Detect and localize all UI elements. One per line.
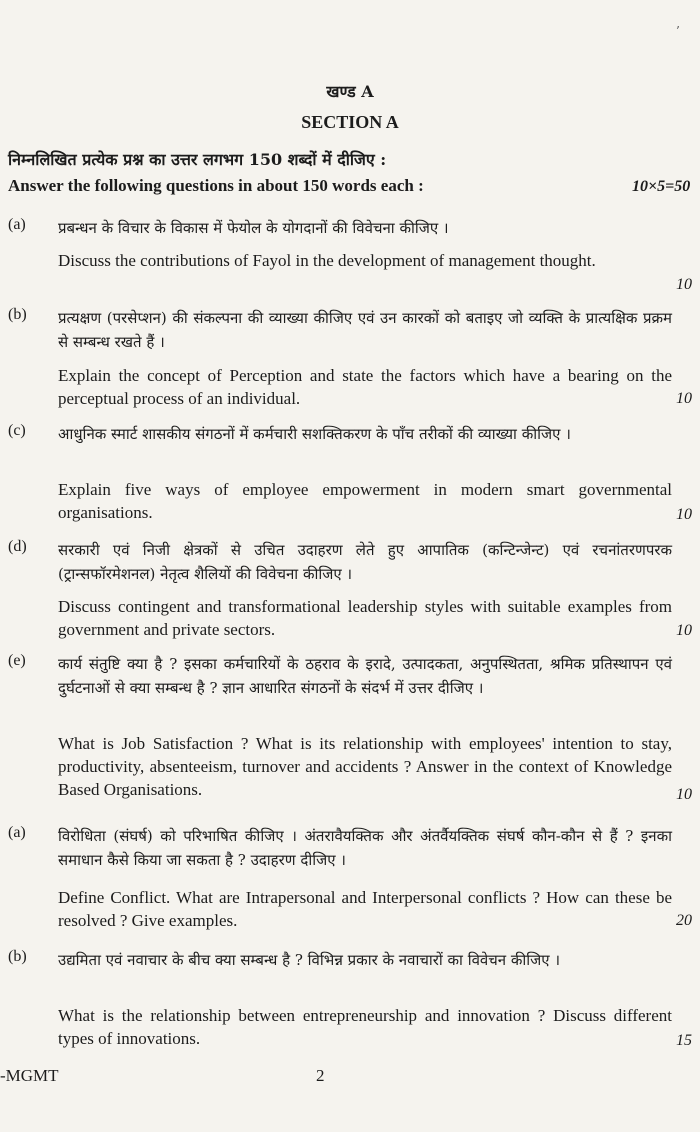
page-number: 2 [316,1066,325,1085]
section-heading-hindi: खण्ड A [326,82,374,101]
question-text-english: Discuss the contributions of Fayol in the development of management thought. [58,251,596,270]
question-label: (b) [8,306,27,323]
total-marks: 10×5=50 [632,178,691,195]
question-text-english: Explain the concept of Perception and state the factors which have a bearing on the perceptual process of an individual. [58,366,672,408]
question-label: (e) [8,652,26,669]
question-marks: 10 [676,786,692,803]
question-marks: 10 [676,506,692,523]
question-label: (a) [8,824,26,841]
question-text-english: Discuss contingent and transformational leadership styles with suitable examples from government and private sectors. [58,597,672,639]
question-text-english: What is the relationship between entrepreneurship and innovation ? Discuss different types of innovations. [58,1006,672,1048]
scan-mark: ’ [676,24,680,38]
question-text-english: Explain five ways of employee empowerment in modern smart governmental organisations. [58,480,672,522]
question-text-hindi: सरकारी एवं निजी क्षेत्रकों से उचित उदाहरण लेते हुए आपातिक (कन्टिन्जेन्ट) एवं रचनांतरणपरक (ट्रान्सफॉरमेशनल) नेतृत्व शैलियों की विवेचना कीजिए । [58,541,672,583]
question-text-hindi: कार्य संतुष्टि क्या है ? इसका कर्मचारियों के ठहराव के इरादे, उत्पादकता, अनुपस्थितता, श्रमिक प्रतिस्थापन एवं दुर्घटनाओं से क्या सम्बन्ध है ? ज्ञान आधारित संगठनों के संदर्भ में उत्तर दीजिए । [58,655,672,697]
instructions-hindi: निम्नलिखित प्रत्येक प्रश्न का उत्तर लगभग 150 शब्दों में दीजिए : [8,150,387,169]
question-text-english: What is Job Satisfaction ? What is its relationship with employees' intention to stay, productivity, absenteeism, turnover and accidents ? Answer in the context of Knowledge Based Organisations. [58,734,672,799]
question-text-hindi: आधुनिक स्मार्ट शासकीय संगठनों में कर्मचारी सशक्तिकरण के पाँच तरीकों की व्याख्या कीजिए । [58,425,571,443]
question-marks: 10 [676,622,692,639]
question-text-hindi: उद्यमिता एवं नवाचार के बीच क्या सम्बन्ध है ? विभिन्न प्रकार के नवाचारों का विवेचन कीजिए । [58,951,561,969]
question-text-hindi: प्रत्यक्षण (परसेप्शन) की संकल्पना की व्याख्या कीजिए एवं उन कारकों को बताइए जो व्यक्ति के प्रात्यक्षिक प्रक्रम से सम्बन्ध रखते हैं । [58,309,672,351]
question-marks: 20 [676,912,692,929]
question-text-english: Define Conflict. What are Intrapersonal and Interpersonal conflicts ? How can these be resolved ? Give examples. [58,888,672,930]
question-marks: 15 [676,1032,692,1049]
instructions-english: Answer the following questions in about 150 words each : [8,176,424,195]
question-label: (b) [8,948,27,965]
paper-code: -MGMT [0,1066,59,1085]
question-label: (a) [8,216,26,233]
question-marks: 10 [676,276,692,293]
question-marks: 10 [676,390,692,407]
question-label: (c) [8,422,26,439]
question-text-hindi: विरोधिता (संघर्ष) को परिभाषित कीजिए । अंतरावैयक्तिक और अंतर्वैयक्तिक संघर्ष कौन-कौन से हैं ? इनका समाधान कैसे किया जा सकता है ? उदाहरण दीजिए । [58,827,672,869]
question-label: (d) [8,538,27,555]
section-heading-english: SECTION A [301,112,399,132]
question-text-hindi: प्रबन्धन के विचार के विकास में फेयोल के योगदानों की विवेचना कीजिए । [58,219,449,237]
